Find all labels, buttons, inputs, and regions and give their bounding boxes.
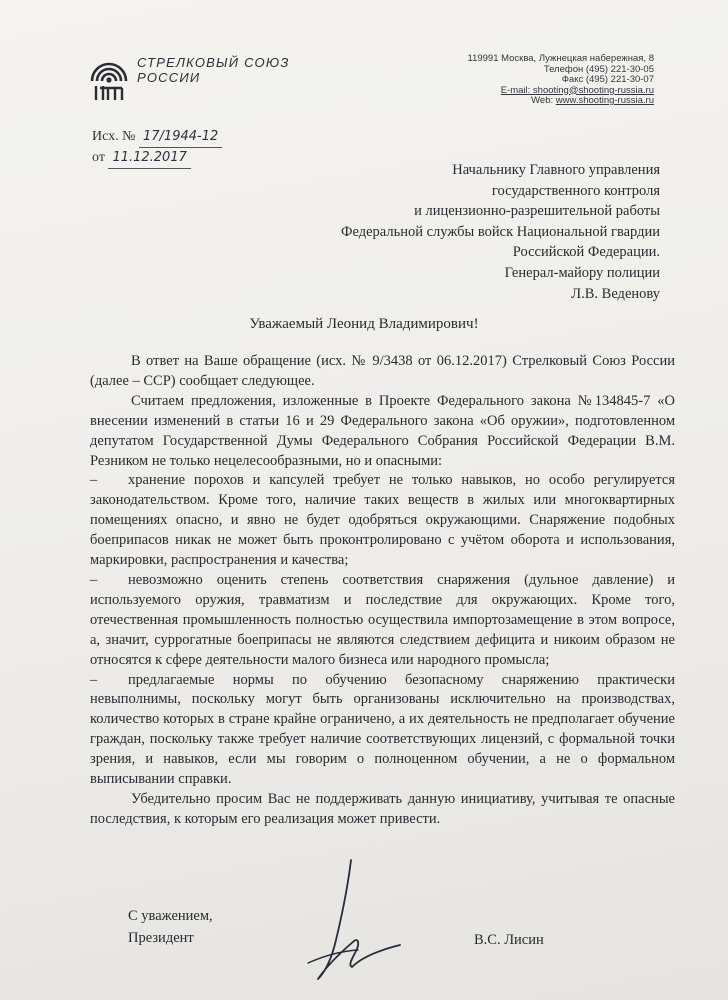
list-item-text: хранение порохов и капсулей требует не только навыков, но особо регулируется законодательством. Кроме того, наличие таких веществ в жилых или многоквартирных помещениях опасно, и явно не будет одобряться окружающими. Снаряжение подобных боеприпасов никак не может быть проконтролировано с учётом оборота и использования, маркировки, распространения и качества;	[90, 472, 675, 569]
target-rings-logo-icon	[86, 48, 132, 104]
handwritten-signature-icon	[296, 855, 406, 985]
list-item	[90, 471, 675, 571]
organization-name	[137, 55, 290, 85]
outgoing-number: 17/1944-12	[139, 127, 222, 148]
list-item	[90, 671, 675, 790]
fax: Факс (495) 221-30-07	[561, 74, 654, 85]
list-item-text: предлагаемые нормы по обучению безопасному снаряжению практически невыполнимы, поскольку могут быть организованы исключительно на производствах, количество которых в стране крайне ограничено, а их деятельность не предполагает обучение граждан, поскольку также требует наличие соответствующих лицензий, с формальной точки зрения, и навыков, если мы говорим о полноценном обучении, а не о формальном выписывании справки.	[90, 671, 675, 788]
org-name-line-1: СТРЕЛКОВЫЙ СОЮЗ	[137, 55, 290, 70]
list-dash: –	[90, 571, 98, 588]
signer-name: В.С. Лисин	[474, 932, 544, 948]
phone: Телефон (495) 221-30-05	[543, 63, 654, 75]
body-paragraph: В ответ на Ваше обращение (исх. № 9/3438 от 06.12.2017) Стрелковый Союз России (далее – ССР) сообщает следующее.	[90, 353, 675, 389]
web-label: Web:	[531, 95, 554, 106]
letter-body	[90, 352, 675, 830]
outgoing-number-label: Исх. №	[92, 129, 136, 144]
outgoing-reference	[92, 127, 222, 169]
recipient-line: Федеральной службы войск Национальной гвардии	[341, 223, 660, 240]
email-link[interactable]: E-mail: shooting@shooting-russia.ru	[500, 84, 654, 96]
recipient-block	[260, 160, 660, 304]
list-dash: –	[90, 671, 98, 688]
recipient-line: Начальнику Главного управления	[452, 162, 660, 178]
recipient-line: и лицензионно-разрешительной работы	[414, 203, 660, 220]
address: 119991 Москва, Лужнецкая набережная, 8	[467, 53, 654, 64]
outgoing-date: 11.12.2017	[108, 148, 190, 169]
closing-block	[128, 905, 213, 949]
recipient-line: государственного контроля	[491, 182, 660, 199]
outgoing-date-label: от	[92, 150, 105, 165]
body-paragraph: Считаем предложения, изложенные в Проекте Федерального закона №134845-7 «О внесении изменений в статьи 16 и 29 Федерального закона «Об оружии», подготовленном депутатом Государственной Думы Федерального Собрания Российской Федерации В.М. Резником не только нецелесообразными, но и опасными:	[90, 392, 675, 469]
list-item	[90, 571, 675, 671]
salutation: Уважаемый Леонид Владимирович!	[249, 316, 479, 332]
recipient-line: Российской Федерации.	[512, 244, 660, 261]
website-link[interactable]: www.shooting-russia.ru	[555, 95, 654, 106]
website-row	[394, 96, 654, 107]
list-item-text: невозможно оценить степень соответствия снаряжения (дульное давление) и используемого оружия, травматизм и последствие для окружающих. Кроме того, отечественная промышленность полностью осуществила импортозамещение в этом вопросе, а, значит, суррогатные боеприпасы не являются следствием дефицита и никоим образом не относятся к сфере деятельности малого бизнеса или народного промысла;	[90, 571, 675, 668]
contact-block	[394, 54, 654, 107]
final-paragraph: Убедительно просим Вас не поддерживать данную инициативу, учитывая те опасные последствия, к которым его реализация может привести.	[90, 790, 675, 827]
recipient-line: Л.В. Веденову	[571, 285, 660, 302]
recipient-line: Генерал-майору полиции	[504, 264, 660, 281]
list-dash: –	[90, 472, 98, 489]
regards: С уважением,	[128, 908, 213, 924]
org-name-line-2: РОССИИ	[137, 70, 201, 85]
signer-position: Президент	[128, 930, 194, 946]
